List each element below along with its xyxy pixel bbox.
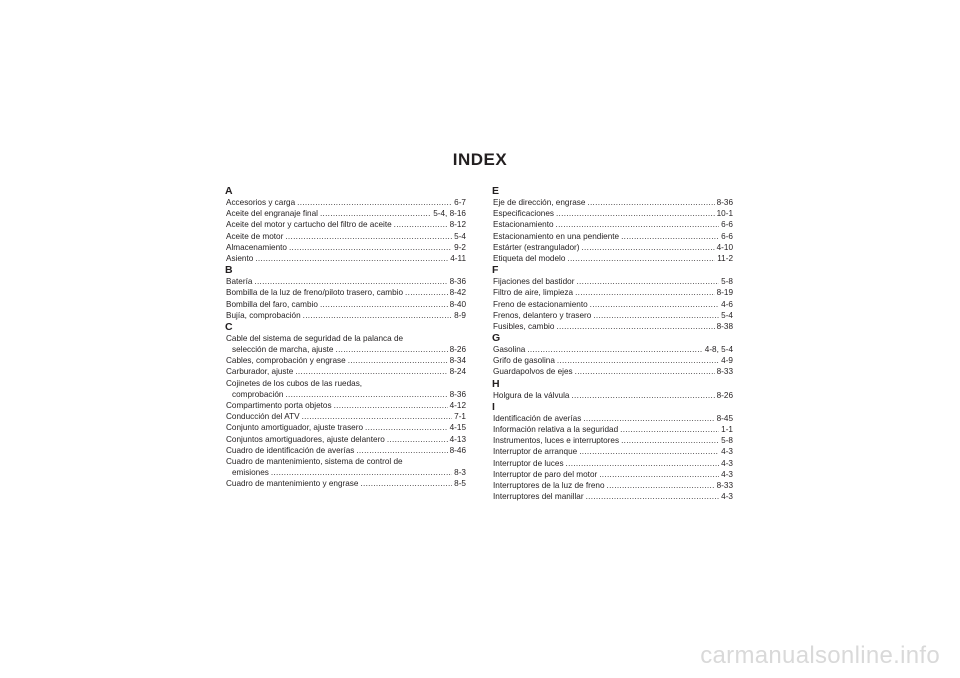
index-entry (493, 344, 733, 355)
index-entry-page: 4-13 (449, 434, 466, 444)
index-entry-label: Interruptor de luces (493, 458, 564, 468)
index-entry-label: Batería (226, 277, 253, 287)
index-entry (226, 242, 466, 253)
dot-leader (566, 458, 720, 469)
dot-leader (334, 400, 448, 411)
index-entry-page: 7-1 (454, 412, 466, 422)
index-entry (493, 491, 733, 502)
index-section-letter: F (492, 264, 499, 277)
index-entry-page: 8-46 (449, 445, 466, 455)
dot-leader (593, 310, 719, 321)
index-entry-line: Cojinetes de los cubos de las ruedas, (226, 378, 363, 388)
index-entry-page: 4-3 (721, 447, 733, 457)
index-entry-label: Estacionamiento en una pendiente (493, 231, 620, 241)
index-entry (493, 219, 733, 230)
index-entry-page: 8-40 (449, 299, 466, 309)
dot-leader (255, 253, 448, 264)
index-entry-label: Eje de dirección, engrase (493, 198, 586, 207)
index-entry-label: Bujía, comprobación (226, 310, 301, 320)
index-entry-label: Interruptores del manillar (493, 492, 584, 502)
index-entry-label: Etiqueta del modelo (493, 253, 566, 263)
index-entry (226, 389, 466, 400)
index-entry-page: 8-19 (716, 288, 733, 298)
index-entry (226, 208, 466, 219)
index-entry (226, 310, 466, 321)
index-entry (226, 253, 466, 264)
dot-leader (621, 435, 719, 446)
index-section-letter: C (225, 320, 233, 333)
index-section-letter: G (492, 332, 501, 345)
index-entry-label: Accesorios y carga (226, 198, 296, 207)
dot-leader (348, 355, 448, 366)
index-section-letter: B (225, 264, 233, 277)
index-entry-page: 8-26 (716, 390, 733, 400)
index-entry-label: Freno de estacionamiento (493, 299, 588, 309)
index-entry-label: Filtro de aire, limpieza (493, 288, 574, 298)
index-entry-page: 11-2 (717, 253, 733, 263)
index-entry-page: 8-36 (449, 389, 466, 399)
dot-leader (271, 467, 452, 478)
index-entry-page: 9-2 (454, 242, 466, 252)
index-entry-label: Fijaciones del bastidor (493, 277, 575, 287)
index-entry (493, 435, 733, 446)
index-entry-label: Fusibles, cambio (493, 321, 555, 331)
dot-leader (356, 445, 447, 456)
dot-leader (556, 208, 715, 219)
index-section-letter: H (492, 377, 500, 390)
index-entry (226, 467, 466, 478)
index-entry-label: Información relativa a la seguridad (493, 425, 619, 434)
index-entry (226, 422, 466, 433)
index-entry-page: 4-10 (716, 242, 733, 252)
dot-leader (587, 197, 714, 208)
dot-leader (527, 344, 702, 355)
dot-leader (285, 389, 447, 400)
index-entry-page: 4-15 (449, 423, 466, 433)
index-entry-page: 8-36 (716, 198, 733, 207)
index-entry-label: Conjunto amortiguador, ajuste trasero (226, 423, 363, 433)
index-entry-label: Bombilla del faro, cambio (226, 299, 318, 309)
index-entry-line: Cable del sistema de seguridad de la palanca de (226, 333, 404, 343)
index-entry (493, 366, 733, 377)
index-entry-page: 6-7 (454, 198, 466, 207)
index-entry-page: 8-3 (454, 468, 466, 478)
index-entry-page: 8-9 (454, 310, 466, 320)
index-entry (226, 197, 466, 208)
index-entry (493, 355, 733, 366)
index-entry (493, 458, 733, 469)
dot-leader (405, 287, 448, 298)
index-entry-page: 8-34 (449, 356, 466, 366)
index-entry-page: 8-26 (449, 345, 466, 355)
dot-leader (303, 310, 453, 321)
index-entry-page: 5-4, 8-16 (433, 209, 466, 219)
index-entry (493, 469, 733, 480)
index-entry-label: Cuadro de mantenimiento y engrase (226, 479, 359, 489)
index-entry-page: 4-3 (721, 492, 733, 502)
index-entry-page: 5-8 (721, 436, 733, 446)
index-entry-label: Bombilla de la luz de freno/piloto trasero, cambio (226, 288, 404, 298)
index-entry (493, 231, 733, 242)
index-entry (226, 299, 466, 310)
index-entry-line: Cuadro de mantenimiento, sistema de control de (226, 456, 403, 466)
index-entry-label: Almacenamiento (226, 242, 287, 252)
index-entry (493, 276, 733, 287)
index-entry (493, 424, 733, 435)
index-entry-label: Interruptor de arranque (493, 447, 578, 457)
dot-leader (295, 366, 447, 377)
index-entry (493, 197, 733, 208)
dot-leader (571, 390, 714, 401)
dot-leader (556, 219, 720, 230)
dot-leader (297, 197, 452, 208)
page-title: INDEX (452, 150, 508, 169)
index-section-letter: E (492, 185, 500, 197)
index-entry-page: 8-12 (449, 220, 466, 230)
index-entry (226, 355, 466, 366)
index-entry (226, 478, 466, 489)
index-entry-page: 8-45 (716, 413, 733, 423)
index-entry-label: Especificaciones (493, 209, 554, 219)
index-entry-label: Estacionamiento (493, 220, 554, 230)
index-entry-label: Instrumentos, luces e interruptores (493, 436, 620, 446)
dot-leader (394, 219, 448, 230)
index-entry (226, 434, 466, 445)
dot-leader (599, 469, 719, 480)
index-entry (493, 446, 733, 457)
index-entry-label: Aceite del motor y cartucho del filtro de aceite (226, 220, 392, 230)
index-entry-label: Holgura de la válvula (493, 390, 570, 400)
index-entry (493, 242, 733, 253)
index-entry-label: Aceite de motor (226, 231, 284, 241)
dot-leader (607, 480, 715, 491)
index-entry-label: Cables, comprobación y engrase (226, 356, 346, 366)
index-entry-label: comprobación (232, 389, 284, 399)
index-entry (493, 310, 733, 321)
index-entry-page: 8-33 (716, 480, 733, 490)
index-entry-page: 5-4 (721, 310, 733, 320)
index-entry (226, 219, 466, 230)
index-section-letter: I (492, 400, 495, 413)
dot-leader (556, 321, 714, 332)
index-entry (226, 344, 466, 355)
dot-leader (360, 478, 452, 489)
dot-leader (586, 491, 720, 502)
index-entry-label: Carburador, ajuste (226, 367, 294, 377)
dot-leader (557, 355, 719, 366)
index-entry-page: 6-6 (721, 231, 733, 241)
index-entry-page: 6-6 (721, 220, 733, 230)
index-entry-page: 8-42 (449, 288, 466, 298)
index-entry (493, 299, 733, 310)
index-entry-label: Estárter (estrangulador) (493, 242, 580, 252)
watermark: carmanualsonline.info (700, 642, 940, 669)
index-entry (226, 366, 466, 377)
index-entry-label: Conducción del ATV (226, 412, 300, 422)
dot-leader (583, 413, 714, 424)
index-entry-label: Aceite del engranaje final (226, 209, 318, 219)
index-entry-label: Grifo de gasolina (493, 356, 555, 366)
dot-leader (320, 299, 448, 310)
index-entry-label: Guardapolvos de ejes (493, 367, 573, 377)
index-entry-page: 4-3 (721, 469, 733, 479)
index-entry-label: Conjuntos amortiguadores, ajuste delantero (226, 434, 385, 444)
index-entry-label: Gasolina (493, 345, 526, 355)
index-entry-page: 4-12 (449, 401, 466, 410)
index-entry-page: 8-38 (716, 321, 733, 331)
index-entry (493, 253, 733, 264)
dot-leader (289, 242, 452, 253)
index-entry-label: Asiento (226, 253, 254, 263)
dot-leader (579, 446, 719, 457)
dot-leader (576, 276, 719, 287)
index-entry-page: 4-9 (721, 356, 733, 366)
index-entry-page: 8-5 (454, 479, 466, 489)
dot-leader (320, 208, 431, 219)
index-entry-page: 10-1 (716, 209, 733, 219)
dot-leader (302, 411, 453, 422)
dot-leader (254, 276, 447, 287)
index-entry-page: 8-33 (716, 367, 733, 377)
index-entry-label: selección de marcha, ajuste (232, 345, 334, 355)
index-entry-label: Interruptores de la luz de freno (493, 480, 605, 490)
index-column-left (226, 185, 466, 490)
index-entry-page: 4-6 (721, 299, 733, 309)
index-entry (493, 390, 733, 401)
dot-leader (575, 287, 715, 298)
index-entry (493, 287, 733, 298)
dot-leader (285, 231, 452, 242)
index-section-letter: A (225, 185, 233, 197)
index-entry-page: 8-24 (449, 367, 466, 377)
index-entry-label: emisiones (232, 468, 269, 478)
index-entry (493, 413, 733, 424)
index-entry (226, 411, 466, 422)
dot-leader (567, 253, 715, 264)
index-entry (493, 480, 733, 491)
dot-leader (621, 231, 719, 242)
index-entry-page: 4-8, 5-4 (704, 345, 733, 355)
index-entry (493, 321, 733, 332)
index-entry-page: 5-4 (454, 231, 466, 241)
index-entry-page: 8-36 (449, 277, 466, 287)
index-entry (226, 276, 466, 287)
index-entry-label: Identificación de averías (493, 413, 582, 423)
index-entry-page: 5-8 (721, 277, 733, 287)
index-column-right (493, 185, 733, 502)
dot-leader (365, 422, 448, 433)
dot-leader (336, 344, 448, 355)
dot-leader (387, 434, 448, 445)
dot-leader (590, 299, 719, 310)
index-entry-label: Cuadro de identificación de averías (226, 445, 355, 455)
index-entry-label: Frenos, delantero y trasero (493, 310, 592, 320)
index-entry (226, 400, 466, 411)
dot-leader (581, 242, 714, 253)
index-entry-label: Compartimento porta objetos (226, 401, 332, 410)
index-entry-label: Interruptor de paro del motor (493, 469, 598, 479)
index-entry (226, 287, 466, 298)
index-entry (226, 445, 466, 456)
index-entry (226, 231, 466, 242)
dot-leader (620, 424, 719, 435)
index-entry (493, 208, 733, 219)
dot-leader (575, 366, 715, 377)
index-entry-page: 1-1 (721, 425, 733, 434)
index-entry-page: 4-11 (450, 253, 466, 263)
index-entry-page: 4-3 (721, 458, 733, 468)
